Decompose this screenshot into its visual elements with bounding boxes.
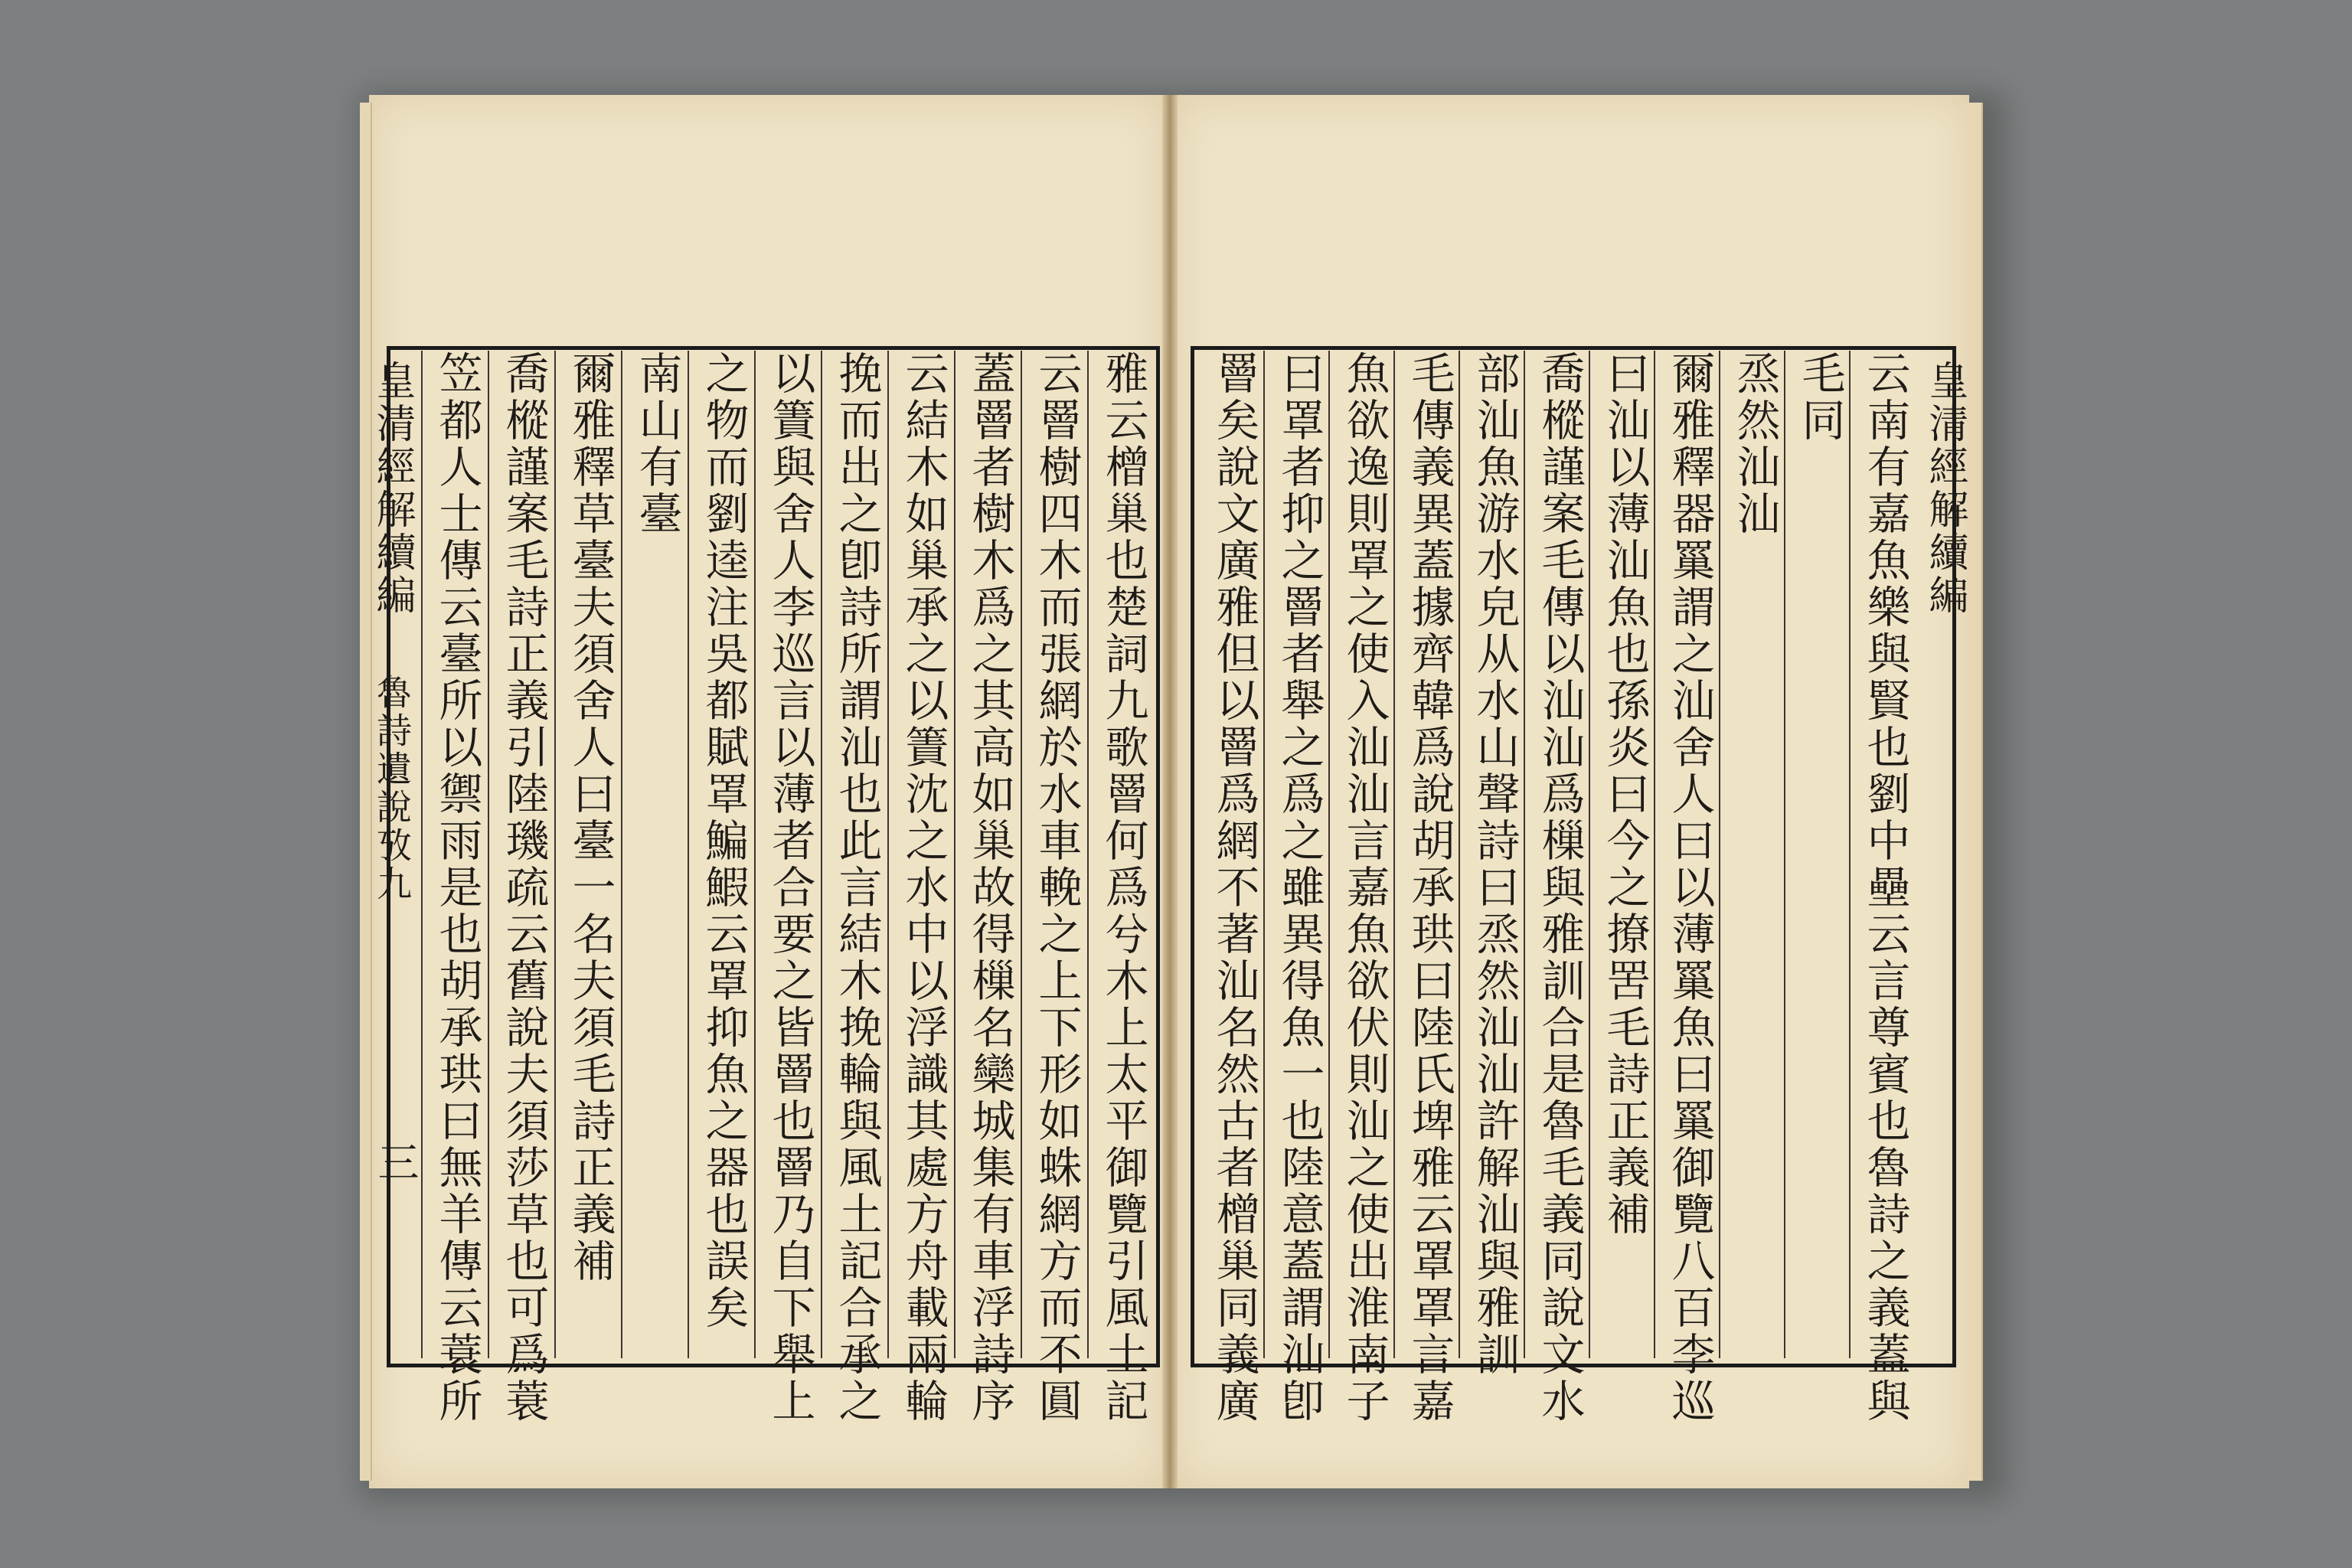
left-leaf-number: 三: [371, 1141, 420, 1182]
right-heading-zhengran: 烝然汕汕: [1730, 351, 1780, 537]
left-margin-subtitle: 魯詩遺說攷九: [371, 674, 413, 903]
left-column-rule: [754, 351, 756, 1358]
left-margin-title: 皇清經解續編: [369, 360, 415, 617]
book-gutter: [1162, 95, 1178, 1488]
left-column-1: 雅云橧巢也楚詞九歌罾何爲兮木上太平御覽引風土記: [1098, 351, 1148, 1425]
left-column-5: 挽而出之卽詩所謂汕也此言結木挽輪與風土記合承之: [831, 351, 882, 1425]
right-column-rule: [1849, 351, 1851, 1358]
right-column-9: 魚欲逸則罩之使入汕汕言嘉魚欲伏則汕之使出淮南子: [1339, 351, 1390, 1425]
right-column-rule: [1459, 351, 1460, 1358]
left-column-rule: [821, 351, 822, 1358]
right-column-rule: [1263, 351, 1265, 1358]
right-column-1: 云南有嘉魚樂與賢也劉中壘云言尊賓也魯詩之義蓋與: [1860, 351, 1910, 1425]
left-column-rule: [488, 351, 489, 1358]
left-column-2: 云罾樹四木而張網於水車輓之上下形如蛛網方而不圓: [1031, 351, 1082, 1425]
left-column-rule: [421, 351, 423, 1358]
left-column-rule: [1087, 351, 1089, 1358]
right-column-rule: [1524, 351, 1525, 1358]
right-column-rule: [1589, 351, 1590, 1358]
right-column-8: 毛傳義異蓋據齊韓爲說胡承珙曰陸氏埤雅云罩罩言嘉: [1404, 351, 1455, 1425]
right-column-4: 爾雅釋器罺謂之汕舍人曰以薄罺魚曰罺御覽八百李巡: [1664, 351, 1715, 1425]
left-column-3: 蓋罾者樹木爲之其高如巢故得樔名欒城集有車浮詩序: [965, 351, 1015, 1425]
right-column-6: 喬樅謹案毛傳以汕汕爲樔與雅訓合是魯毛義同說文水: [1534, 351, 1585, 1425]
right-column-10: 曰罩者抑之罾者舉之爲之雖異得魚一也陸意蓋謂汕卽: [1274, 351, 1325, 1425]
right-column-rule: [1393, 351, 1395, 1358]
right-column-11: 罾矣說文廣雅但以罾爲網不著汕名然古者橧巢同義廣: [1209, 351, 1259, 1425]
right-column-2: 毛同: [1795, 351, 1845, 444]
page-edge-right: [1968, 103, 1983, 1481]
right-column-5: 曰汕以薄汕魚也孫炎曰今之撩罟毛詩正義補: [1599, 351, 1650, 1238]
left-column-rule: [1021, 351, 1022, 1358]
right-column-rule: [1328, 351, 1330, 1358]
left-column-rule: [954, 351, 956, 1358]
left-column-rule: [554, 351, 556, 1358]
left-column-7: 之物而劉逵注吳都賦罩鯿鰕云罩抑魚之器也誤矣: [698, 351, 749, 1331]
right-column-rule: [1654, 351, 1655, 1358]
left-heading-nanshan: 南山有臺: [632, 351, 682, 537]
right-column-7: 部汕魚游水皃从水山聲詩曰烝然汕汕許解汕與雅訓: [1469, 351, 1520, 1378]
left-column-rule: [621, 351, 622, 1358]
right-margin-title: 皇清經解續編: [1922, 360, 1968, 617]
left-column-6: 以簀與舍人李巡言以薄者合要之皆罾也罾乃自下舉上: [765, 351, 815, 1425]
left-column-9: 爾雅釋草臺夫須舍人曰臺一名夫須毛詩正義補: [565, 351, 616, 1285]
right-column-rule: [1784, 351, 1785, 1358]
right-column-rule: [1719, 351, 1720, 1358]
left-column-4: 云結木如巢承之以簀沈之水中以浮識其處方舟載兩輪: [898, 351, 949, 1425]
left-column-rule: [688, 351, 689, 1358]
left-column-11: 笠都人士傳云臺所以禦雨是也胡承珙曰無羊傳云蓑所: [432, 351, 482, 1425]
left-column-rule: [887, 351, 889, 1358]
left-column-10: 喬樅謹案毛詩正義引陸璣疏云舊說夫須莎草也可爲蓑: [498, 351, 549, 1425]
